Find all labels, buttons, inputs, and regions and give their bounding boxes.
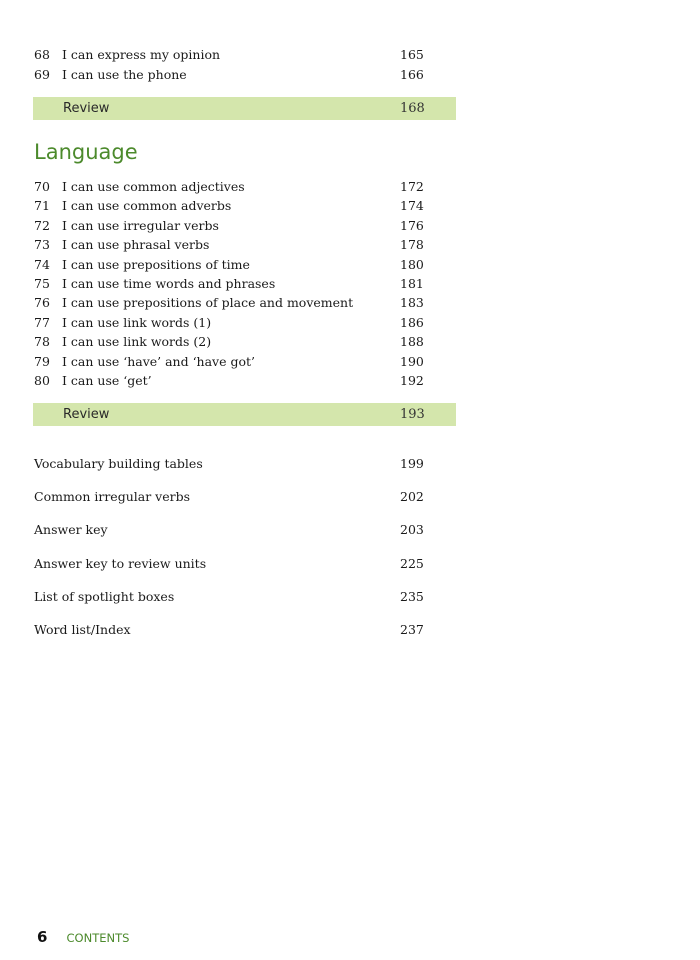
entry-number: 79 [34,353,50,369]
entry-page: 235 [400,588,424,604]
entry-number: 68 [34,47,50,62]
toc-entry [34,487,434,506]
footer [37,927,129,946]
toc-entry [34,293,434,312]
entry-title: I can use the phone [62,66,187,82]
entry-number: 78 [34,334,50,350]
review-band [33,403,456,426]
toc-entry [34,65,434,84]
review-page: 193 [400,407,425,422]
entry-number: 77 [34,314,50,330]
toc-entry [34,216,434,235]
entry-title: I can use prepositions of place and movement [62,295,354,311]
entry-number: 70 [34,179,50,194]
entry-page: 237 [400,622,424,637]
footer-label: CONTENTS [66,931,130,945]
entry-title: I can use link words (1) [62,314,212,330]
entry-page: 190 [400,353,424,369]
entry-page: 188 [400,334,424,350]
entry-page: 183 [400,295,424,311]
entry-title: Word list/Index [34,622,131,637]
toc-entry [34,177,434,196]
entry-number: 76 [34,295,50,311]
review-page: 168 [400,101,425,116]
toc-entry [34,255,434,274]
entry-page: 180 [400,256,424,272]
review-label: Review [63,407,110,422]
entry-page: 186 [400,314,424,330]
entry-page: 172 [400,179,424,194]
entry-page: 176 [400,217,424,233]
entry-page: 225 [400,555,424,571]
toc-entry [34,274,434,293]
entry-title: I can use time words and phrases [62,276,276,291]
entry-title: I can use ‘have’ and ‘have got’ [62,353,256,369]
entry-title: I can express my opinion [62,47,221,62]
entry-number: 74 [34,256,50,272]
entry-page: 203 [400,522,424,538]
entry-number: 80 [34,373,50,388]
entry-number: 69 [34,66,50,82]
entry-number: 72 [34,217,50,233]
entry-page: 181 [400,276,424,291]
toc-entry [34,196,434,215]
toc-entry [34,620,434,639]
entry-title: Answer key [34,522,108,538]
entry-page: 192 [400,373,424,388]
entry-title: I can use phrasal verbs [62,237,210,253]
entry-page: 199 [400,456,424,471]
toc-entry [34,520,434,539]
entry-page: 174 [400,198,424,214]
entry-number: 71 [34,198,50,214]
entry-title: List of spotlight boxes [34,588,175,604]
toc-entry [34,587,434,606]
footer-page-number: 6 [37,928,48,946]
entry-title: I can use common adverbs [62,198,232,214]
toc-entry [34,45,434,64]
entry-title: I can use prepositions of time [62,256,250,272]
toc-entry [34,371,434,390]
review-band [33,97,456,120]
entry-page: 165 [400,47,424,62]
entry-title: I can use ‘get’ [62,373,152,388]
toc-entry [34,332,434,351]
entry-title: I can use irregular verbs [62,217,219,233]
entry-title: Answer key to review units [34,555,207,571]
toc-entry [34,352,434,371]
entry-title: Common irregular verbs [34,489,190,505]
entry-page: 166 [400,66,424,82]
entry-number: 73 [34,237,50,253]
toc-entry [34,454,434,473]
toc-entry [34,235,434,254]
toc-entry [34,313,434,332]
entry-number: 75 [34,276,50,291]
section-heading: Language [34,140,138,164]
review-label: Review [63,101,110,116]
entry-title: Vocabulary building tables [34,456,203,471]
entry-title: I can use link words (2) [62,334,212,350]
entry-page: 202 [400,489,424,505]
entry-page: 178 [400,237,424,253]
entry-title: I can use common adjectives [62,179,245,194]
toc-entry [34,554,434,573]
